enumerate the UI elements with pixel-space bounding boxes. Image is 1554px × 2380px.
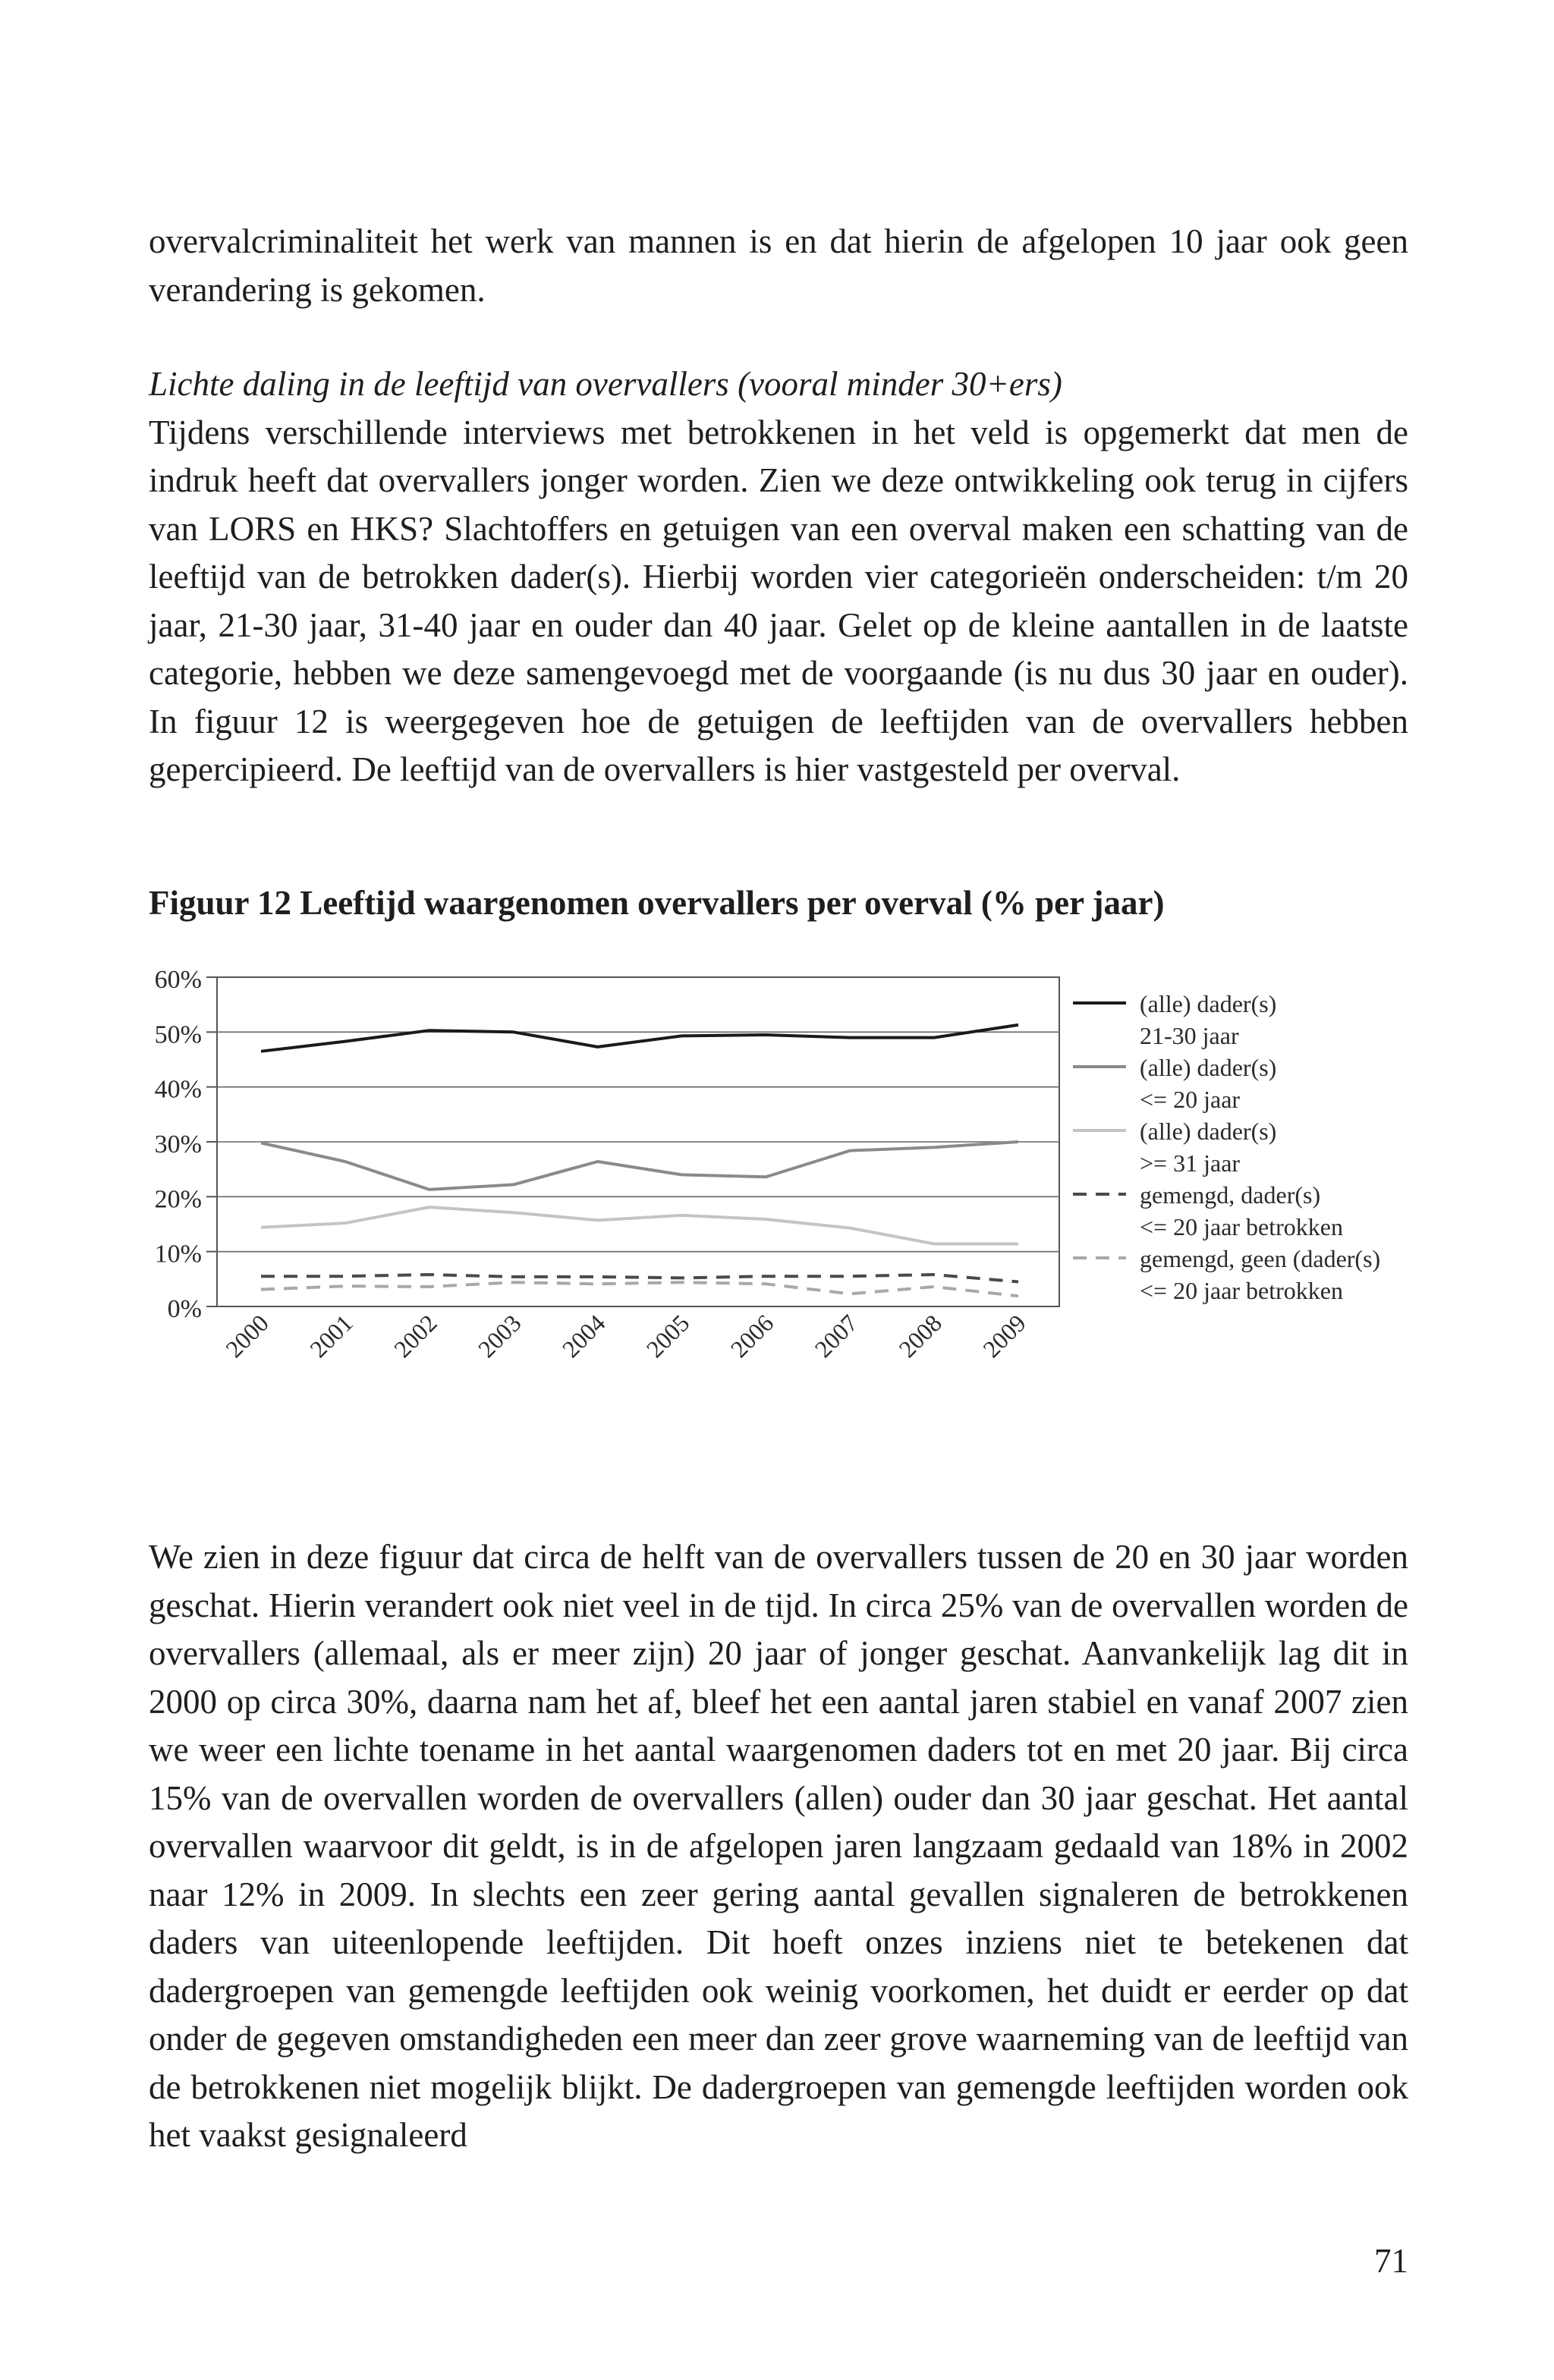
page-number: 71 xyxy=(1374,2242,1408,2280)
y-tick-label: 40% xyxy=(154,1075,202,1104)
x-tick-label: 2001 xyxy=(304,1309,358,1363)
legend-label: <= 20 jaar xyxy=(1140,1086,1241,1113)
x-tick-label: 2006 xyxy=(725,1309,779,1363)
legend-label: (alle) dader(s) xyxy=(1140,990,1277,1017)
intro-paragraph: overvalcriminaliteit het werk van mannen is en dat hierin de afgelopen 10 jaar ook geen verandering is gekomen. xyxy=(149,222,1408,309)
y-tick-label: 20% xyxy=(154,1185,202,1214)
legend-label: <= 20 jaar betrokken xyxy=(1140,1213,1343,1240)
x-tick-label: 2000 xyxy=(220,1309,274,1363)
x-tick-label: 2009 xyxy=(977,1309,1031,1363)
legend-label: gemengd, geen (dader(s) xyxy=(1140,1245,1381,1272)
legend-label: (alle) dader(s) xyxy=(1140,1054,1277,1081)
figure-title: Figuur 12 Leeftijd waargenomen overvallers per overval (% per jaar) xyxy=(149,884,1165,922)
x-tick-label: 2003 xyxy=(472,1309,527,1363)
legend-label: gemengd, dader(s) xyxy=(1140,1181,1321,1209)
series-line-5 xyxy=(261,1282,1018,1296)
y-tick-label: 0% xyxy=(167,1295,202,1323)
x-tick-label: 2007 xyxy=(809,1309,864,1363)
x-tick-label: 2002 xyxy=(388,1309,442,1363)
x-tick-label: 2008 xyxy=(893,1309,948,1363)
series-line-4 xyxy=(261,1275,1018,1282)
legend-label: (alle) dader(s) xyxy=(1140,1118,1277,1145)
section-heading: Lichte daling in de leeftijd van overvallers (vooral minder 30+ers) xyxy=(149,365,1062,403)
x-tick-label: 2005 xyxy=(640,1309,695,1363)
y-tick-label: 60% xyxy=(154,966,202,994)
x-tick-label: 2004 xyxy=(556,1309,611,1363)
series-line-3 xyxy=(261,1207,1018,1243)
y-tick-label: 50% xyxy=(154,1020,202,1049)
legend-label: 21-30 jaar xyxy=(1140,1022,1239,1049)
section-body: Tijdens verschillende interviews met betrokkenen in het veld is opgemerkt dat men de indruk heeft dat overvallers jonger worden. Zien we deze ontwikkeling ook terug in cijfers van LORS en HKS? Slachtoffers en getuigen van een overval maken een schatting van de leeftijd van de betrokken dader(s). Hierbij worden vier categorieën onderscheiden: t/m 20 jaar, 21-30 jaar, 31-40 jaar en ouder dan 40 jaar. Gelet op de kleine aantallen in de laatste categorie, hebben we deze samengevoegd met de voorgaande (is nu dus 30 jaar en ouder). In figuur 12 is weergegeven hoe de getuigen de leeftijden van de overvallers hebben gepercipieerd. De leeftijd van de overvallers is hier vastgesteld per overval. xyxy=(149,413,1408,788)
legend-label: <= 20 jaar betrokken xyxy=(1140,1277,1343,1304)
series-line-2 xyxy=(261,1142,1018,1190)
y-tick-label: 30% xyxy=(154,1130,202,1159)
after-figure-paragraph: We zien in deze figuur dat circa de helft van de overvallers tussen de 20 en 30 jaar worden geschat. Hierin verandert ook niet veel in de tijd. In circa 25% van de overvallen worden de overvallers (allemaal, als er meer zijn) 20 jaar of jonger geschat. Aanvankelijk lag dit in 2000 op circa 30%, daarna nam het af, bleef het een aantal jaren stabiel en vanaf 2007 zien we weer een lichte toename in het aantal waargenomen daders tot en met 20 jaar. Bij circa 15% van de overvallen worden de overvallers (allen) ouder dan 30 jaar geschat. Het aantal overvallen waarvoor dit geldt, is in de afgelopen jaren langzaam gedaald van 18% in 2002 naar 12% in 2009. In slechts een zeer gering aantal gevallen signaleren de betrokkenen daders van uiteenlopende leeftijden. Dit hoeft onzes inziens niet te betekenen dat dadergroepen van gemengde leeftijden ook weinig voorkomen, het duidt er eerder op dat onder de gegeven omstandigheden een meer dan zeer grove waarneming van de leeftijd van de betrokkenen niet mogelijk blijkt. De dadergroepen van gemengde leeftijden worden ook het vaakst gesignaleerd xyxy=(149,1538,1408,2154)
series-line-1 xyxy=(261,1025,1018,1052)
y-tick-label: 10% xyxy=(154,1240,202,1269)
legend-label: >= 31 jaar xyxy=(1140,1149,1241,1177)
